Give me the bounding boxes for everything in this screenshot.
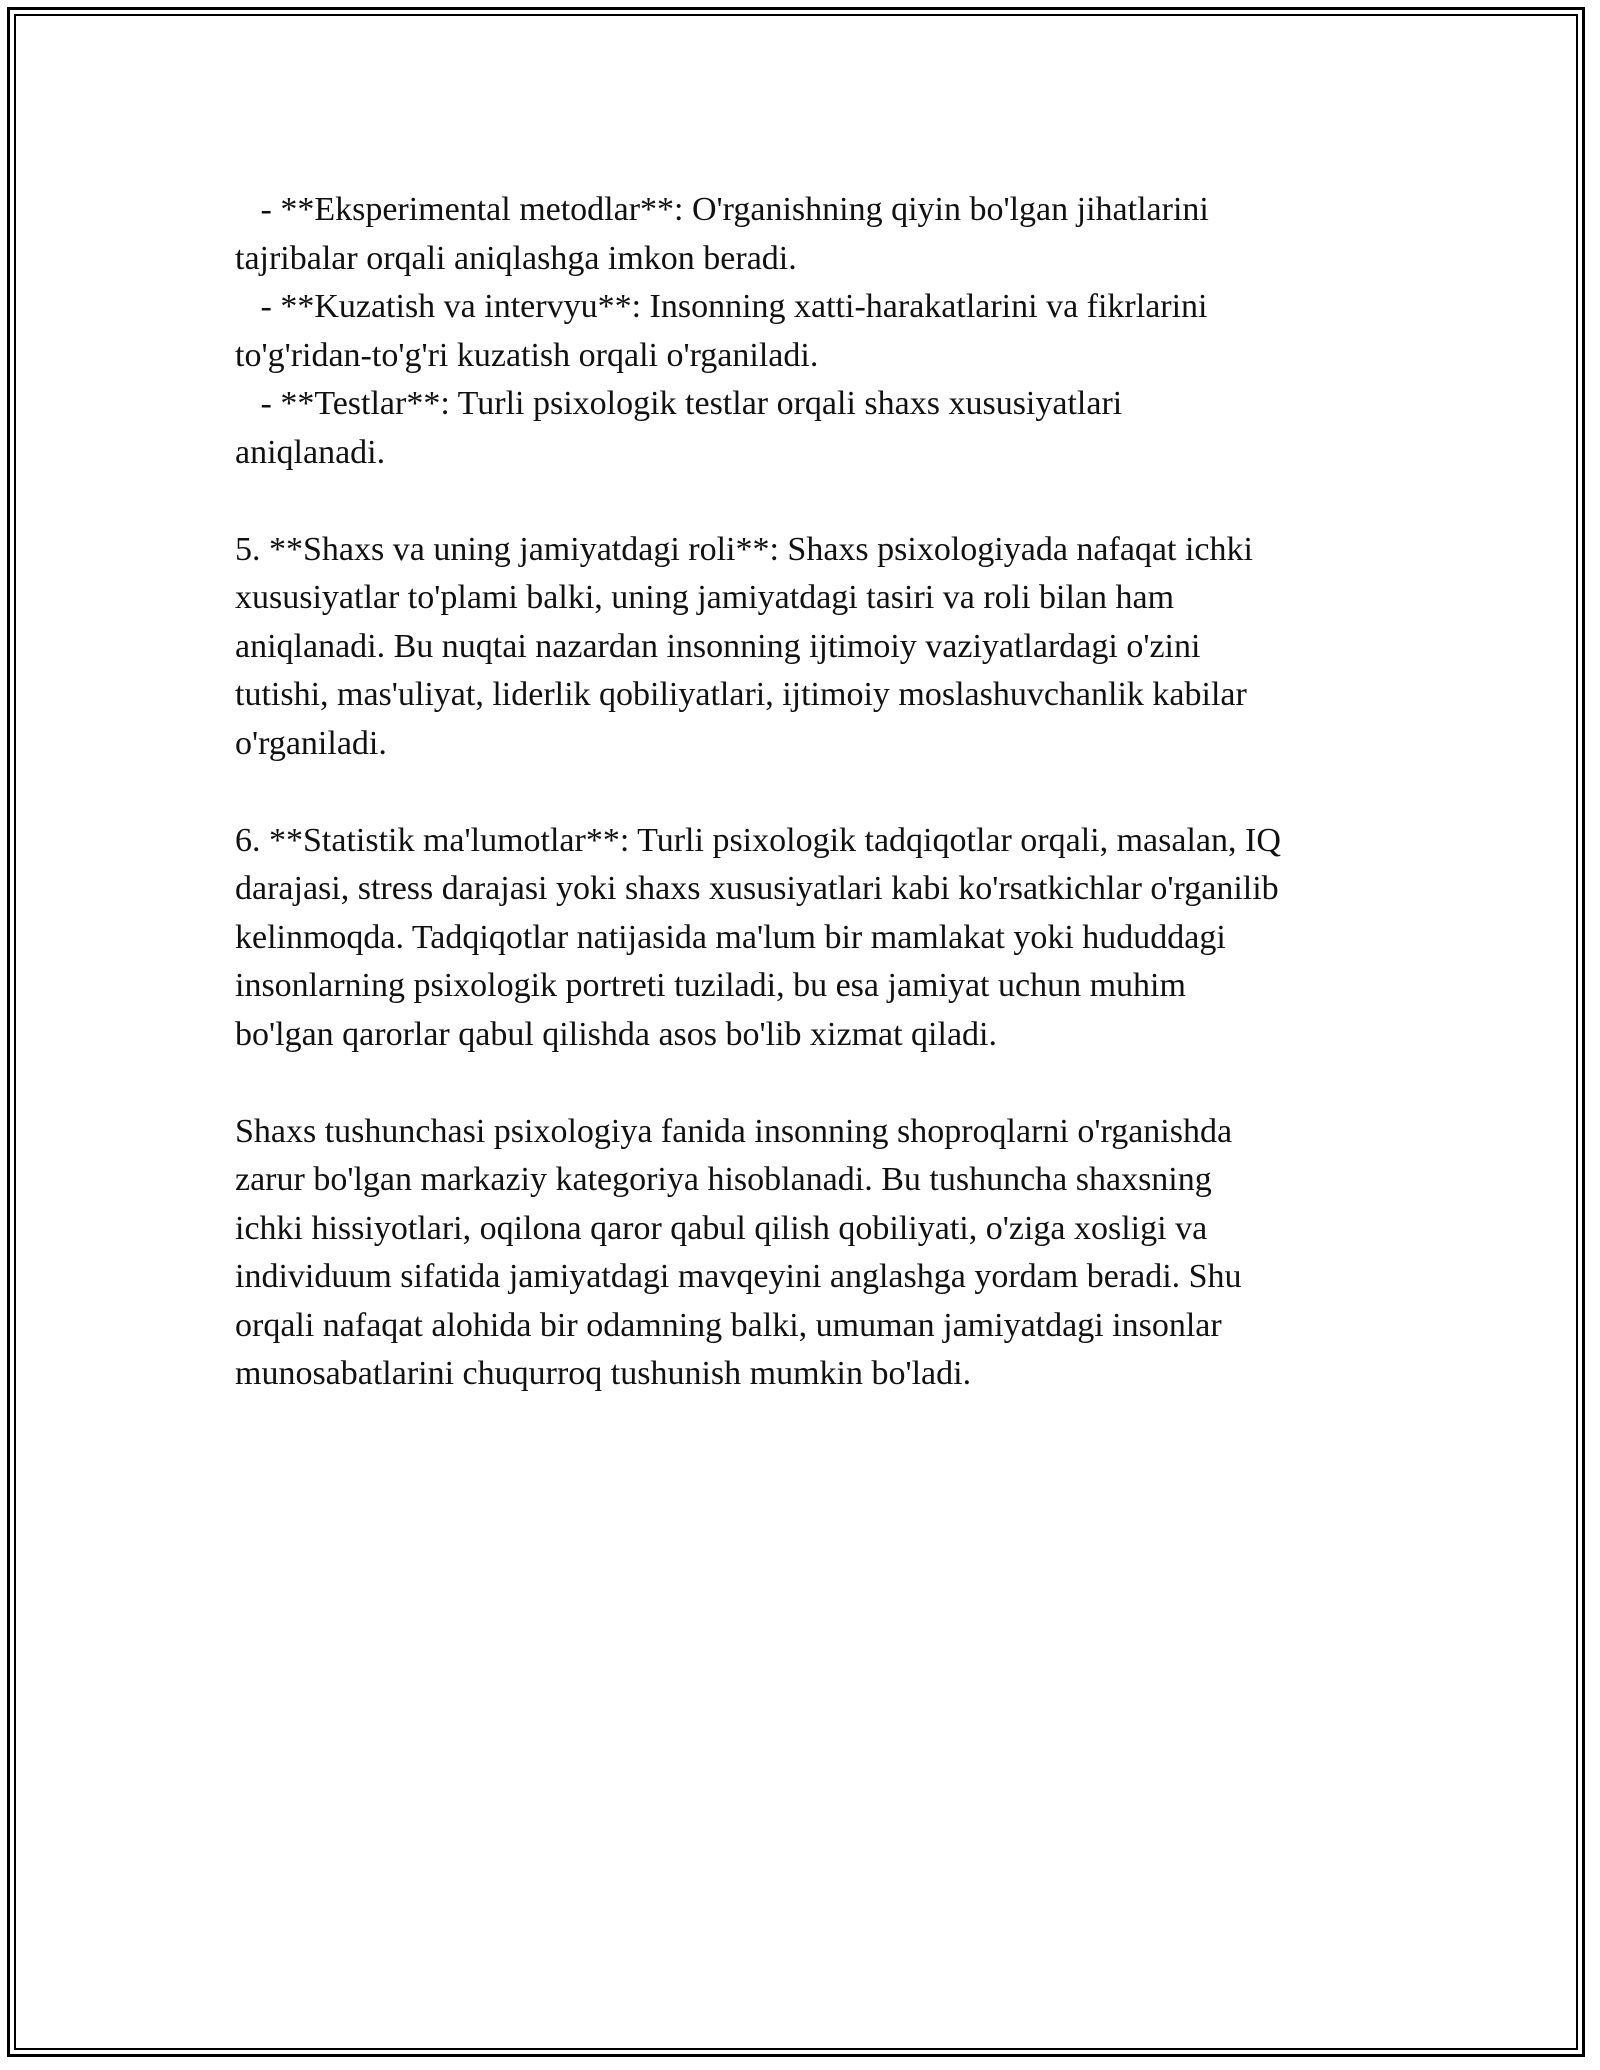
list-item-observation-interview: [235, 283, 1385, 380]
text-line: to'g'ridan-to'g'ri kuzatish orqali o'rganiladi.: [235, 336, 819, 374]
text-line: zarur bo'lgan markaziy kategoriya hisoblanadi. Bu tushuncha shaxsning: [235, 1161, 1212, 1198]
text-line: insonlarning psixologik portreti tuziladi, bu esa jamiyat uchun muhim: [235, 967, 1186, 1004]
text-line: individuum sifatida jamiyatdagi mavqeyini anglashga yordam beradi. Shu: [235, 1258, 1242, 1295]
paragraph-gap: [235, 768, 1385, 817]
paragraph-gap: [235, 477, 1385, 526]
text-line: Shaxs tushunchasi psixologiya fanida insonning shoproqlarni o'rganishda: [235, 1112, 1233, 1150]
list-item-experimental-methods: [235, 186, 1385, 283]
text-line: 5. **Shaxs va uning jamiyatdagi roli**: Shaxs psixologiyada nafaqat ichki: [235, 530, 1253, 568]
document-body: [235, 186, 1385, 1399]
text-line: o'rganiladi.: [235, 724, 387, 762]
text-line: kelinmoqda. Tadqiqotlar natijasida ma'lum bir mamlakat yoki hududdagi: [235, 918, 1226, 956]
text-line: aniqlanadi.: [235, 433, 386, 471]
text-line: munosabatlarini chuqurroq tushunish mumkin bo'ladi.: [235, 1355, 972, 1392]
list-item-tests: [235, 380, 1385, 477]
text-line: - **Testlar**: Turli psixologik testlar orqali shaxs xususiyatlari: [235, 385, 1123, 422]
text-line: - **Kuzatish va intervyu**: Insonning xatti-harakatlarini va fikrlarini: [235, 288, 1208, 325]
text-line: ichki hissiyotlari, oqilona qaror qabul qilish qobiliyati, o'ziga xosligi va: [235, 1209, 1208, 1247]
text-line: aniqlanadi. Bu nuqtai nazardan insonning ijtimoiy vaziyatlardagi o'zini: [235, 627, 1201, 665]
text-line: orqali nafaqat alohida bir odamning balki, umuman jamiyatdagi insonlar: [235, 1306, 1222, 1344]
text-line: xususiyatlar to'plami balki, uning jamiyatdagi tasiri va roli bilan ham: [235, 579, 1175, 616]
paragraph-conclusion: [235, 1108, 1385, 1399]
text-line: tutishi, mas'uliyat, liderlik qobiliyatlari, ijtimoiy moslashuvchanlik kabilar: [235, 676, 1247, 713]
text-line: 6. **Statistik ma'lumotlar**: Turli psixologik tadqiqotlar orqali, masalan, IQ: [235, 821, 1281, 859]
paragraph-statistical-data: [235, 817, 1385, 1060]
text-line: darajasi, stress darajasi yoki shaxs xususiyatlari kabi ko'rsatkichlar o'rganilib: [235, 870, 1279, 907]
paragraph-gap: [235, 1059, 1385, 1108]
paragraph-personality-role: [235, 526, 1385, 769]
text-line: tajribalar orqali aniqlashga imkon beradi.: [235, 239, 797, 277]
text-line: bo'lgan qarorlar qabul qilishda asos bo'lib xizmat qiladi.: [235, 1015, 997, 1053]
text-line: - **Eksperimental metodlar**: O'rganishning qiyin bo'lgan jihatlarini: [235, 191, 1209, 228]
